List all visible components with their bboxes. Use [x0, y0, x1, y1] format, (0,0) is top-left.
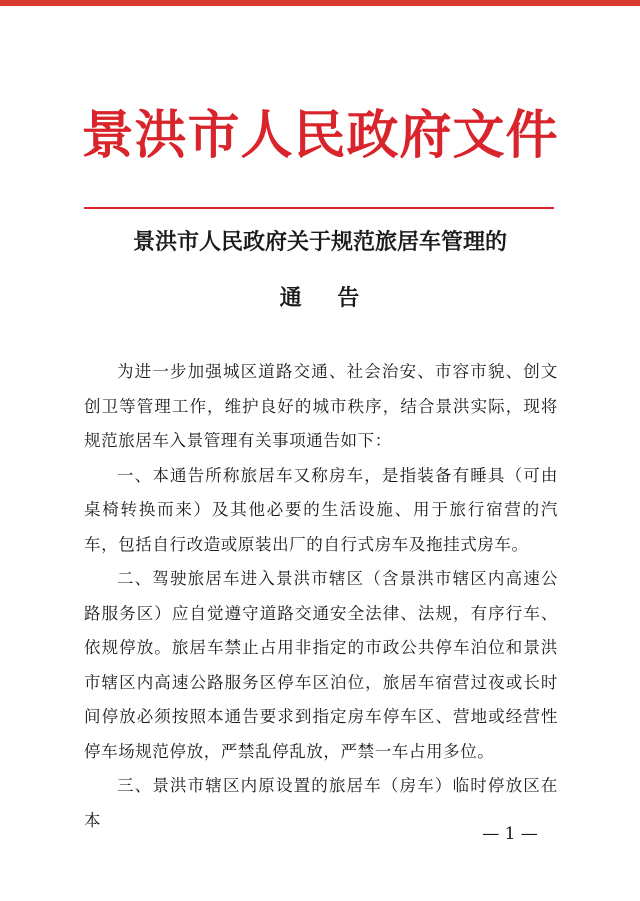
- notice-body: [84, 355, 558, 838]
- paragraph-item-2: 二、驾驶旅居车进入景洪市辖区（含景洪市辖区内高速公路服务区）应自觉遵守道路交通安全法律、法规，有序行车、依规停放。旅居车禁止占用非指定的市政公共停车泊位和景洪市辖区内高速公路服务区停车区泊位，旅居车宿营过夜或长时间停放必须按照本通告要求到指定房车停车区、营地或经营性停车场规范停放，严禁乱停乱放，严禁一车占用多位。: [84, 569, 558, 761]
- top-border-bar: [0, 0, 640, 6]
- paragraph-intro: 为进一步加强城区道路交通、社会治安、市容市貌、创文创卫等管理工作，维护良好的城市秩序，结合景洪实际，现将规范旅居车入景管理有关事项通告如下：: [84, 362, 558, 450]
- paragraph-item-3: 三、景洪市辖区内原设置的旅居车（房车）临时停放区在本: [84, 776, 558, 830]
- notice-title: 景洪市人民政府关于规范旅居车管理的: [132, 229, 507, 255]
- header-divider: [84, 207, 554, 209]
- paragraph-item-1: 一、本通告所称旅居车又称房车，是指装备有睡具（可由桌椅转换而来）及其他必要的生活设施、用于旅行宿营的汽车，包括自行改造或原装出厂的自行式房车及拖挂式房车。: [84, 465, 558, 554]
- document-header: 景洪市人民政府文件: [81, 105, 559, 166]
- page-number: — 1 —: [482, 824, 538, 844]
- notice-subtitle: 通 告: [279, 285, 361, 311]
